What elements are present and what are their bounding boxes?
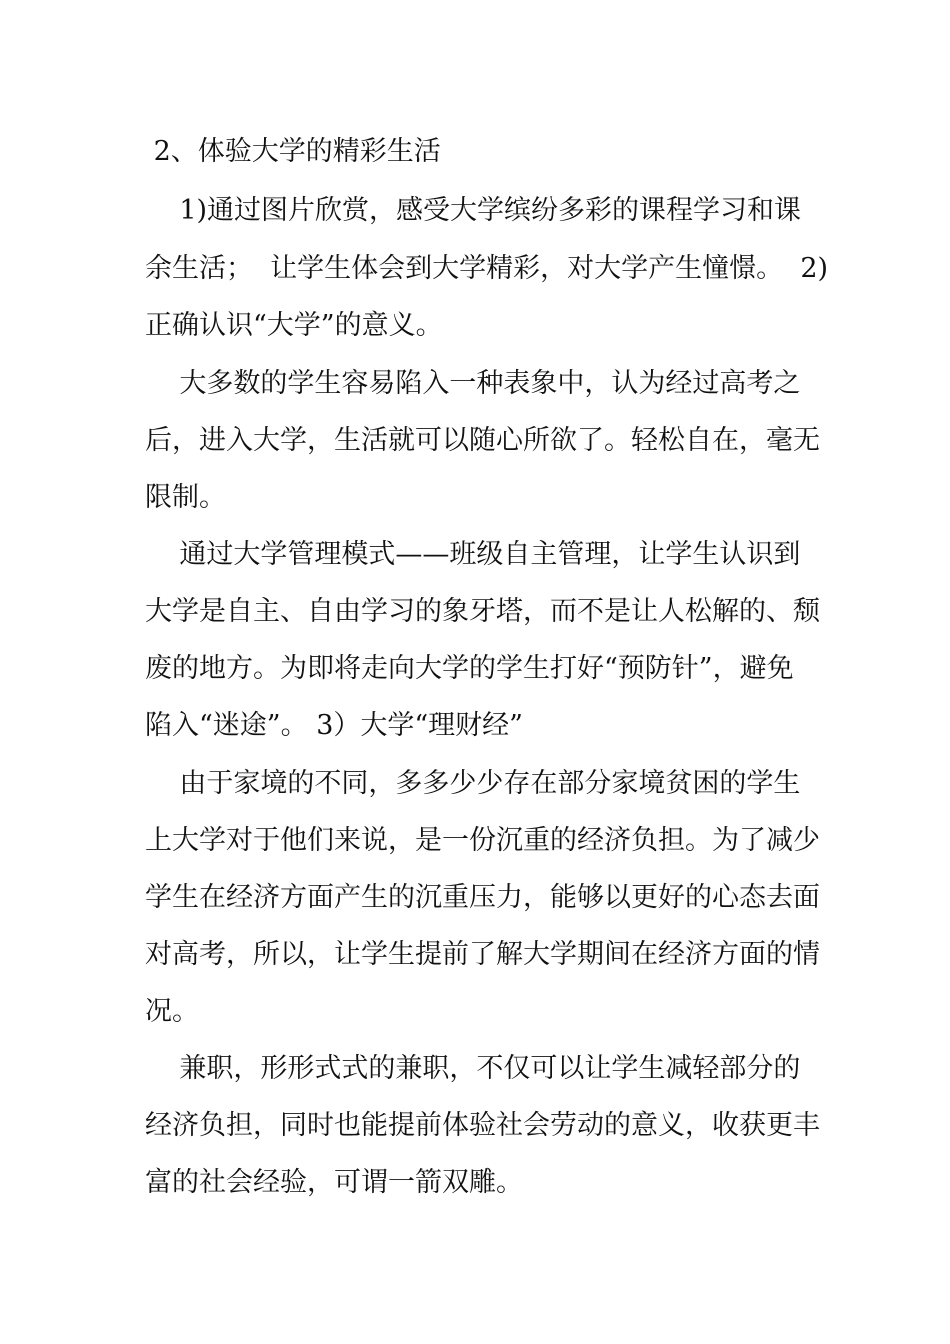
paragraph-line: 富的社会经验，可谓一箭双雕。 — [145, 1167, 523, 1198]
paragraph-line: 经济负担，同时也能提前体验社会劳动的意义，收获更丰 — [145, 1110, 820, 1141]
paragraph-line: 余生活； 让学生体会到大学精彩，对大学产生憧憬。 2) — [145, 253, 829, 284]
paragraph-line: 正确认识“大学”的意义。 — [145, 310, 443, 341]
paragraph-line: 废的地方。为即将走向大学的学生打好“预防针”，避免 — [145, 653, 794, 684]
paragraph-line: 大多数的学生容易陷入一种表象中，认为经过高考之 — [145, 368, 801, 399]
paragraph-line: 由于家境的不同，多多少少存在部分家境贫困的学生 — [145, 768, 801, 799]
paragraph-line: 况。 — [145, 996, 199, 1027]
paragraph-line: 兼职，形形式式的兼职，不仅可以让学生减轻部分的 — [145, 1053, 801, 1084]
paragraph-line: 对高考，所以，让学生提前了解大学期间在经济方面的情 — [145, 939, 820, 970]
section-heading: 2、体验大学的精彩生活 — [145, 136, 441, 167]
paragraph-line: 通过大学管理模式——班级自主管理，让学生认识到 — [145, 539, 801, 570]
paragraph-line: 学生在经济方面产生的沉重压力，能够以更好的心态去面 — [145, 882, 820, 913]
paragraph-line: 限制。 — [145, 482, 226, 513]
paragraph-line: 1)通过图片欣赏，感受大学缤纷多彩的课程学习和课 — [145, 195, 802, 226]
paragraph-line: 上大学对于他们来说，是一份沉重的经济负担。为了减少 — [145, 825, 820, 856]
paragraph-line: 大学是自主、自由学习的象牙塔，而不是让人松解的、颓 — [145, 596, 820, 627]
paragraph-line: 后，进入大学，生活就可以随心所欲了。轻松自在，毫无 — [145, 425, 820, 456]
paragraph-line: 陷入“迷途”。 3）大学“理财经” — [145, 710, 523, 741]
